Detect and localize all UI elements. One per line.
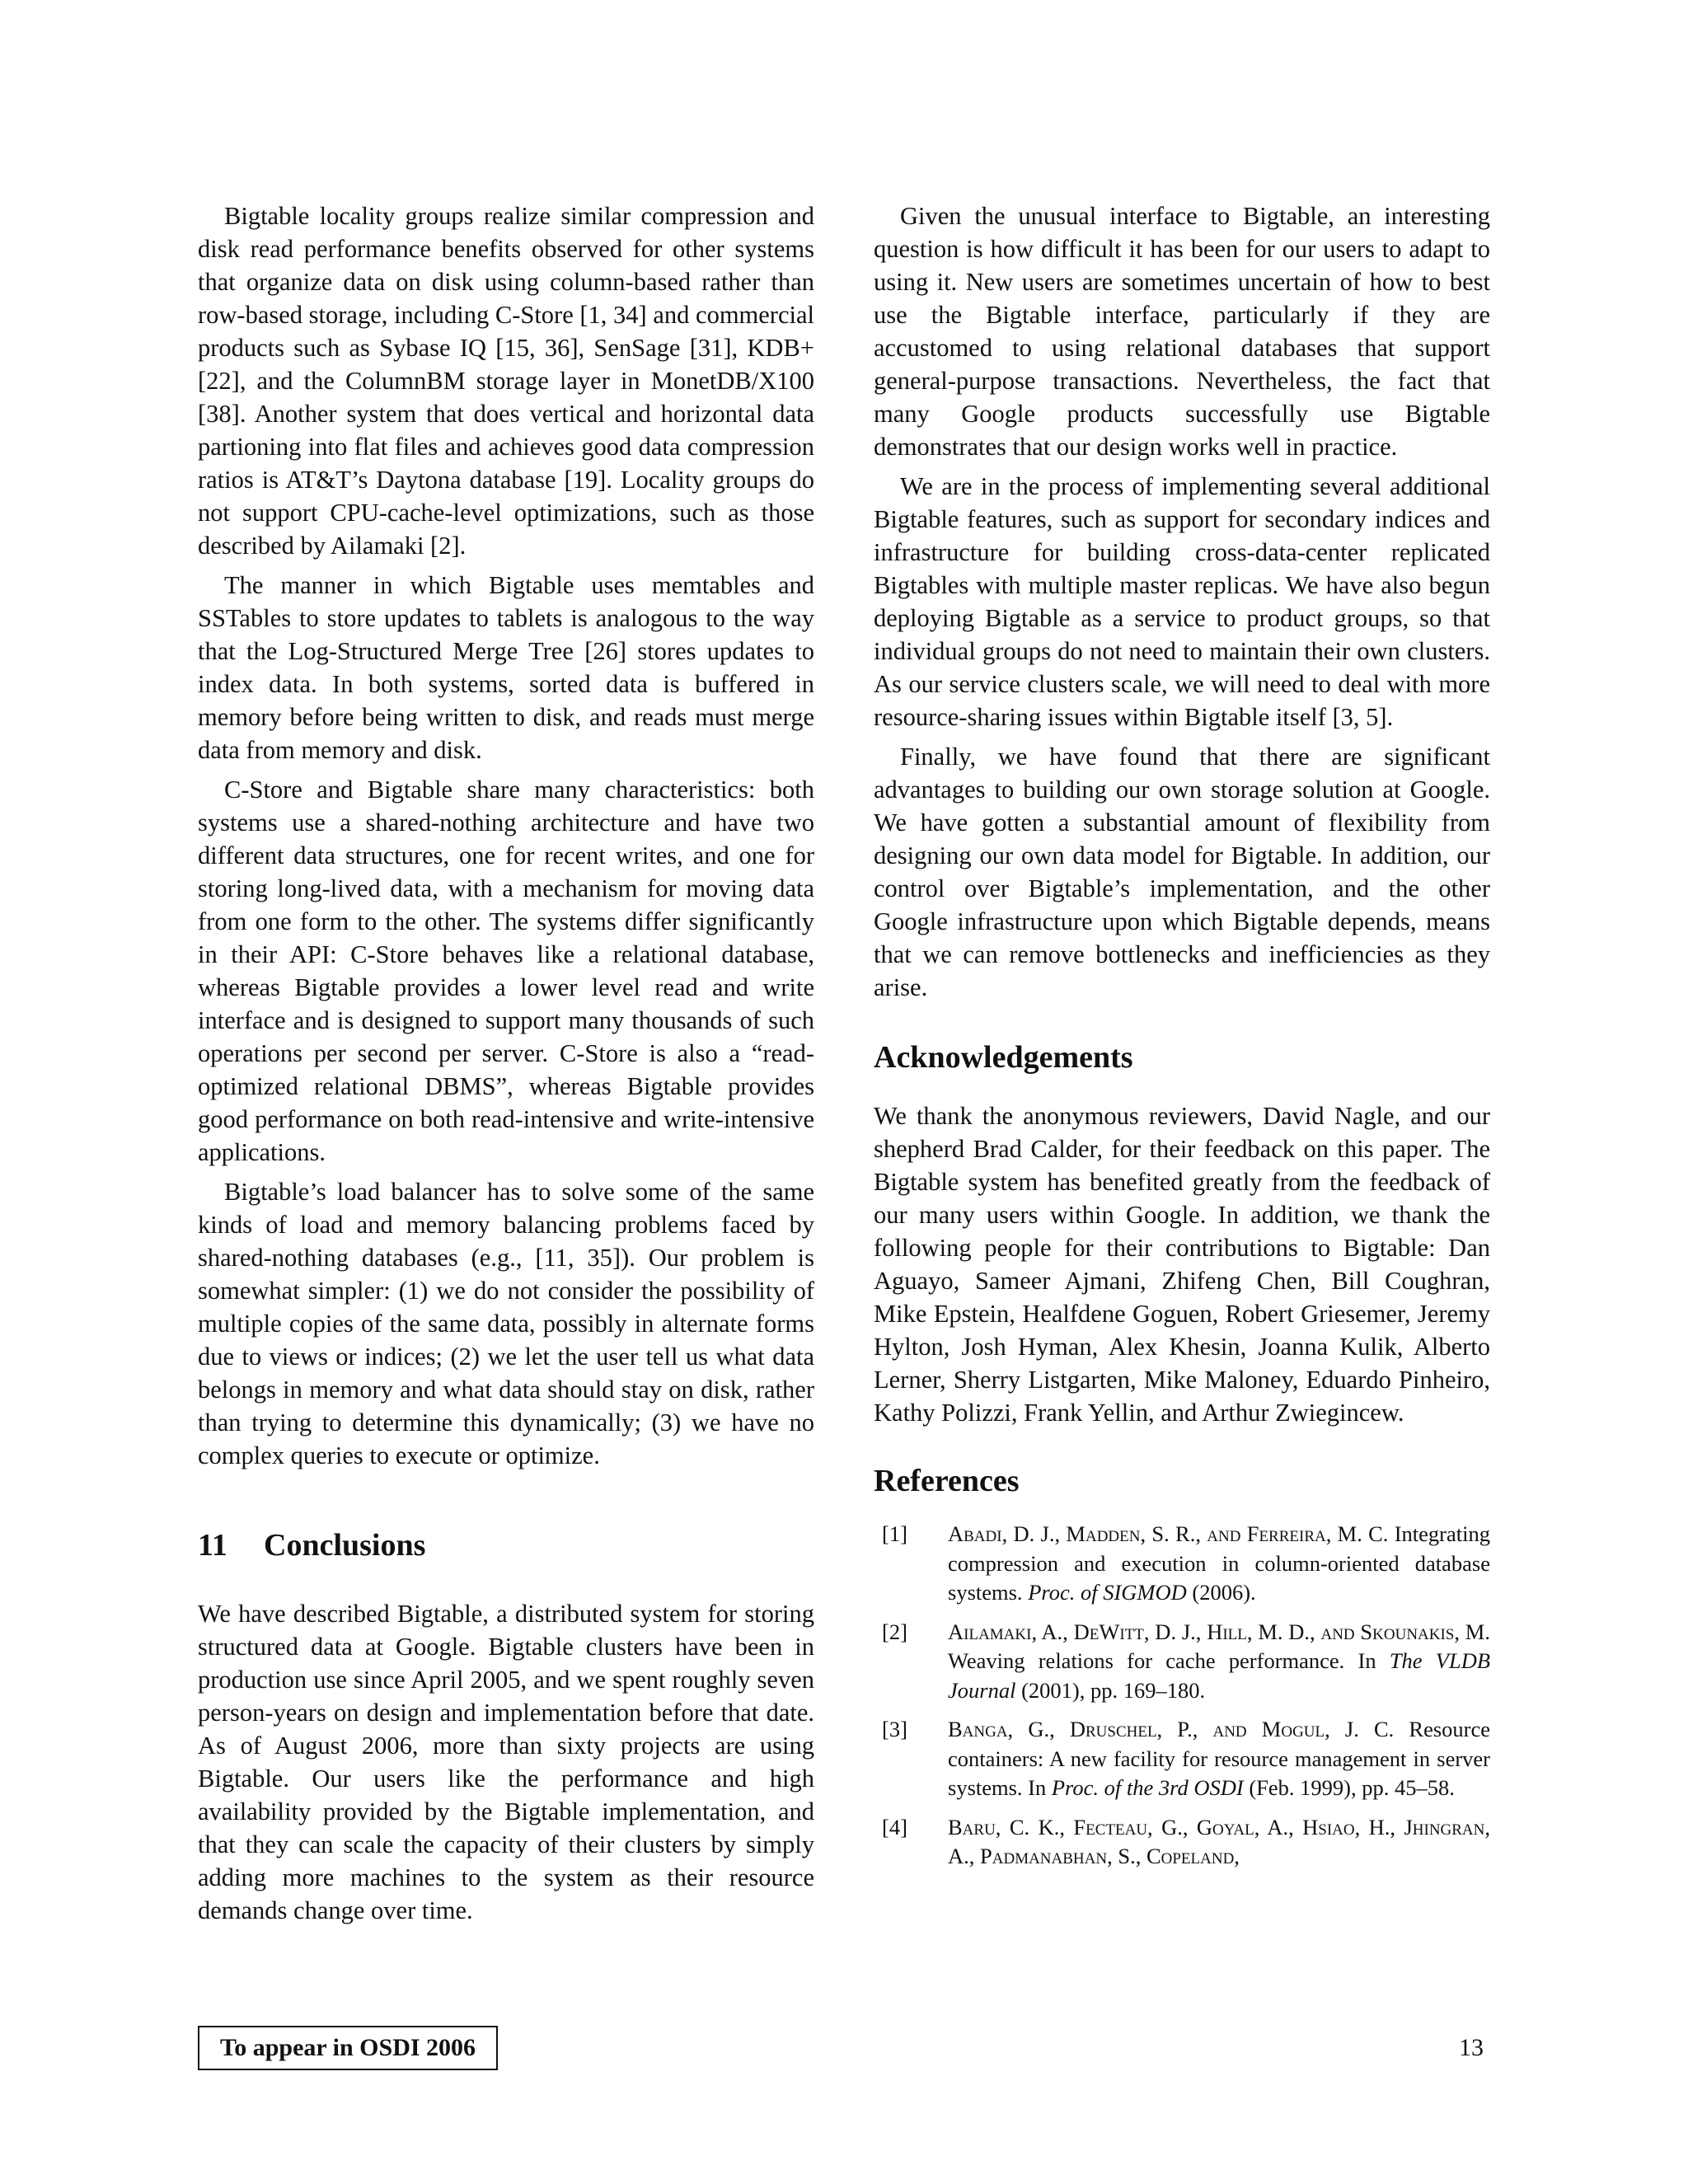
conclusions-paragraph: We have described Bigtable, a distributed system for storing structured data at Google. Bigtable clusters have been in production use since April 2005, and we spent roughly seven person-years on design and implementation before that date. As of August 2006, more than sixty projects are using Bigtable. Our users like the performance and high availability provided by the Bigtable implementation, and that they can scale the capacity of their clusters by simply adding more machines to the system as their resource demands change over time. bbox=[198, 1600, 814, 1924]
right-column bbox=[874, 199, 1490, 1882]
section-heading-conclusions bbox=[198, 1526, 814, 1564]
body-paragraph: Bigtable’s load balancer has to solve some of the same kinds of load and memory balancing problems faced by shared-nothing databases (e.g., [11, 35]). Our problem is somewhat simpler: (1) we do not consider the possibility of multiple copies of the same data, possibly in alternate forms due to views or indices; (2) we let the user tell us what data belongs in memory and what data should stay on disk, rather than trying to determine this dynamically; (3) we have no complex queries to execute or optimize. bbox=[198, 1178, 814, 1469]
body-paragraph: Given the unusual interface to Bigtable, an interesting question is how difficult it has been for our users to adapt to using it. New users are sometimes uncertain of how to best use the Bigtable interface, particularly if they are accustomed to using relational databases that support general-purpose transactions. Nevertheless, the fact that many Google products successfully use Bigtable demonstrates that our design works well in practice. bbox=[874, 202, 1490, 461]
acknowledgements-heading: Acknowledgements bbox=[874, 1040, 1133, 1075]
left-column bbox=[198, 199, 814, 1927]
page-number: 13 bbox=[1459, 2034, 1484, 2061]
body-paragraph: Bigtable locality groups realize similar compression and disk read performance benefits observed for other systems that organize data on disk using column-based rather than row-based storage, including C-Store [1, 34] and commercial products such as Sybase IQ [15, 36], SenSage [31], KDB+ [22], and the ColumnBM storage layer in MonetDB/X100 [38]. Another system that does vertical and horizontal data partioning into flat files and achieves good data compression ratios is AT&T’s Daytona database [19]. Locality groups do not support CPU-cache-level optimizations, such as those described by Ailamaki [2]. bbox=[198, 202, 814, 560]
reference-item: [3] Banga, G., Druschel, P., and Mogul, J. C. Resource containers: A new facility for resource management in server systems. In Proc. of the 3rd OSDI (Feb. 1999), pp. 45–58. bbox=[882, 1717, 1491, 1800]
body-paragraph: The manner in which Bigtable uses memtables and SSTables to store updates to tablets is analogous to the way that the Log-Structured Merge Tree [26] stores updates to index data. In both systems, sorted data is buffered in memory before being written to disk, and reads must merge data from memory and disk. bbox=[198, 571, 814, 764]
section-title: Conclusions bbox=[264, 1528, 426, 1563]
venue-box: To appear in OSDI 2006 bbox=[198, 2026, 498, 2070]
reference-item: [4] Baru, C. K., Fecteau, G., Goyal, A., Hsiao, H., Jhingran, A., Padmanabhan, S., Copeland, bbox=[882, 1814, 1490, 1868]
body-paragraph: Finally, we have found that there are significant advantages to building our own storage solution at Google. We have gotten a substantial amount of flexibility from designing our own data model for Bigtable. In addition, our control over Bigtable’s implementation, and the other Google infrastructure upon which Bigtable depends, means that we can remove bottlenecks and inefficiencies as they arise. bbox=[874, 743, 1490, 1001]
acknowledgements-paragraph: We thank the anonymous reviewers, David Nagle, and our shepherd Brad Calder, for their feedback on this paper. The Bigtable system has benefited greatly from the feedback of our many users within Google. In addition, we thank the following people for their contributions to Bigtable: Dan Aguayo, Sameer Ajmani, Zhifeng Chen, Bill Coughran, Mike Epstein, Healfdene Goguen, Robert Griesemer, Jeremy Hylton, Josh Hyman, Alex Khesin, Joanna Kulik, Alberto Lerner, Sherry Listgarten, Mike Maloney, Eduardo Pinheiro, Kathy Polizzi, Frank Yellin, and Arthur Zwiegincew. bbox=[874, 1102, 1490, 1427]
reference-item: [2] Ailamaki, A., DeWitt, D. J., Hill, M. D., and Skounakis, M. Weaving relations for cache performance. In The VLDB Journal (2001), pp. 169–180. bbox=[882, 1619, 1491, 1703]
section-number: 11 bbox=[198, 1528, 227, 1563]
body-paragraph: We are in the process of implementing several additional Bigtable features, such as support for secondary indices and infrastructure for building cross-data-center replicated Bigtables with multiple master replicas. We have also begun deploying Bigtable as a service to product groups, so that individual groups do not need to maintain their own clusters. As our service clusters scale, we will need to deal with more resource-sharing issues within Bigtable itself [3, 5]. bbox=[874, 472, 1490, 731]
references-list bbox=[874, 1520, 1490, 1872]
references-heading: References bbox=[874, 1464, 1020, 1498]
body-paragraph: C-Store and Bigtable share many characteristics: both systems use a shared-nothing architecture and have two different data structures, one for recent writes, and one for storing long-lived data, with a mechanism for moving data from one form to the other. The systems differ significantly in their API: C-Store behaves like a relational database, whereas Bigtable provides a lower level read and write interface and is designed to support many thousands of such operations per second per server. C-Store is also a “read-optimized relational DBMS”, whereas Bigtable provides good performance on both read-intensive and write-intensive applications. bbox=[198, 776, 814, 1166]
reference-item: [1] Abadi, D. J., Madden, S. R., and Ferreira, M. C. Integrating compression and execution in column-oriented database systems. Proc. of SIGMOD (2006). bbox=[882, 1521, 1490, 1605]
